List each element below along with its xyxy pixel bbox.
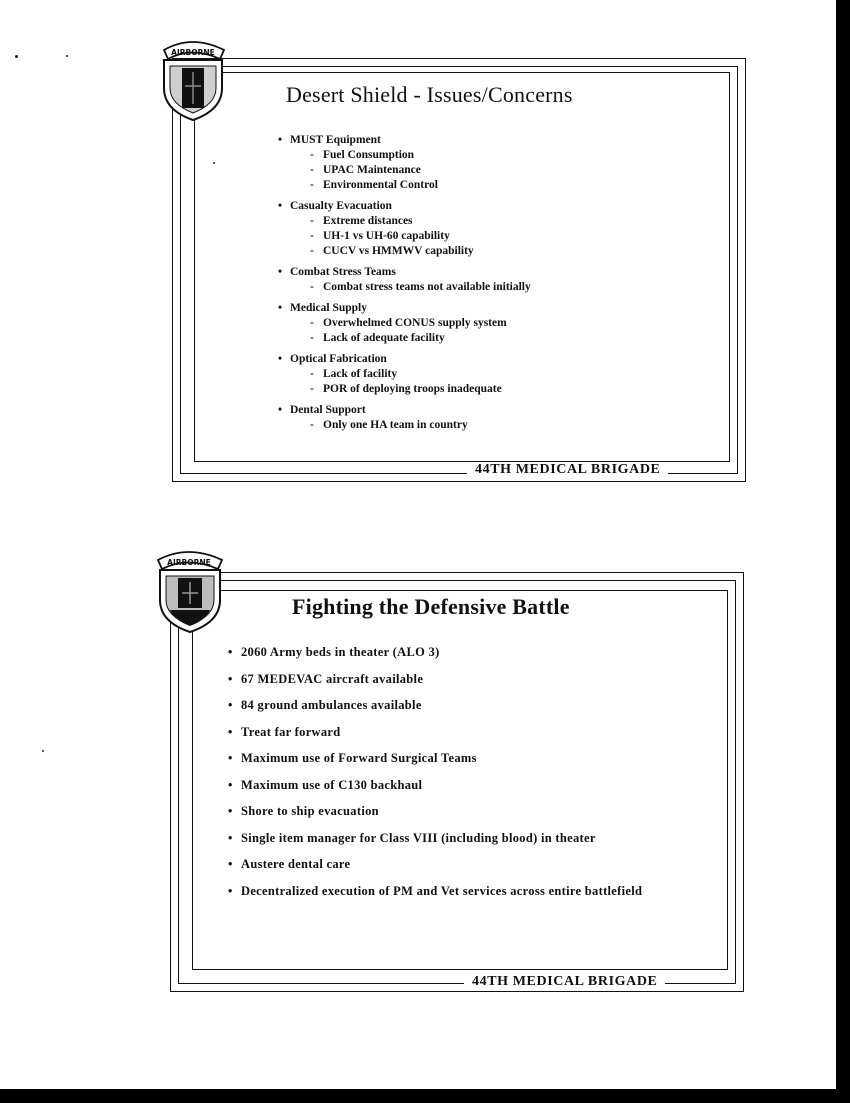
list-item: • Treat far forward (228, 725, 678, 739)
sub-item: - POR of deploying troops inadequate (310, 382, 718, 397)
bullet-label: Combat Stress Teams (290, 266, 396, 278)
strategy-list (228, 645, 678, 910)
sub-item: - Only one HA team in country (310, 418, 718, 433)
sub-item: - UH-1 vs UH-60 capability (310, 229, 718, 244)
list-item: • 84 ground ambulances available (228, 698, 678, 712)
bullet-label: MUST Equipment (290, 134, 381, 146)
logo-text: AIRBORNE (167, 558, 211, 567)
slide-title: Desert Shield - Issues/Concerns (286, 82, 573, 107)
bullet-label: Dental Support (290, 404, 366, 416)
list-item: • Shore to ship evacuation (228, 804, 678, 818)
sub-item: - Lack of facility (310, 367, 718, 382)
slide-footer: 44TH MEDICAL BRIGADE (464, 974, 665, 990)
sub-item: - Extreme distances (310, 214, 718, 229)
bullet-label: Optical Fabrication (290, 353, 387, 365)
list-item: • Single item manager for Class VIII (including blood) in theater (228, 831, 678, 845)
sub-item: - Fuel Consumption (310, 148, 718, 163)
sub-item: - CUCV vs HMMWV capability (310, 244, 718, 259)
list-item: • Decentralized execution of PM and Vet services across entire battlefield (228, 884, 678, 898)
slide-title: Fighting the Defensive Battle (292, 594, 570, 619)
list-item: • Maximum use of C130 backhaul (228, 778, 678, 792)
sub-item: - UPAC Maintenance (310, 163, 718, 178)
sub-item: - Environmental Control (310, 178, 718, 193)
bullet-label: Casualty Evacuation (290, 200, 392, 212)
logo-text: AIRBORNE (171, 48, 215, 57)
slide-footer: 44TH MEDICAL BRIGADE (467, 462, 668, 478)
list-item: • 2060 Army beds in theater (ALO 3) (228, 645, 678, 659)
sub-item: - Lack of adequate facility (310, 331, 718, 346)
list-item: • Austere dental care (228, 857, 678, 871)
sub-item: - Combat stress teams not available initially (310, 280, 718, 295)
bullet-label: Medical Supply (290, 302, 368, 314)
list-item: • Maximum use of Forward Surgical Teams (228, 751, 678, 765)
sub-item: - Overwhelmed CONUS supply system (310, 316, 718, 331)
scan-edge-bottom (0, 1089, 850, 1103)
list-item: • 67 MEDEVAC aircraft available (228, 672, 678, 686)
airborne-shield-logo (152, 546, 228, 638)
